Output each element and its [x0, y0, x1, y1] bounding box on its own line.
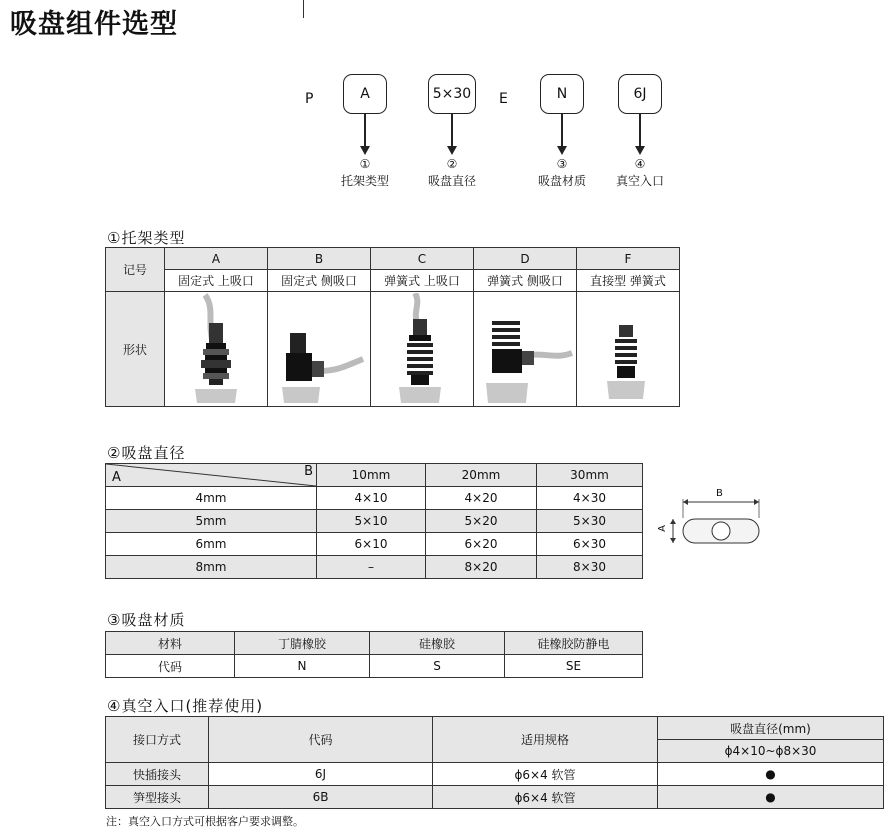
code-box-material: N	[540, 74, 584, 114]
diameter-row-a: 6mm	[106, 533, 317, 556]
code-label-bracket: 托架类型	[340, 174, 389, 188]
inlet-note: 注：真空入口方式可根据客户要求调整。	[106, 815, 304, 828]
code-box-inlet: 6J	[618, 74, 662, 114]
diameter-cell: 6×20	[426, 533, 537, 556]
diagram-label-a: A	[656, 525, 668, 532]
spring-top-port-bracket-icon	[371, 293, 473, 405]
code-label-diameter: 吸盘直径	[427, 174, 476, 188]
arrow-line	[451, 114, 453, 146]
code-label-inlet: 真空入口	[615, 174, 664, 188]
section-title-inlet: ④真空入口(推荐使用)	[107, 697, 264, 715]
corner-diagonal-line	[106, 464, 316, 486]
table-row	[106, 556, 643, 579]
inlet-table	[105, 716, 884, 809]
row-label-shape: 形状	[106, 292, 165, 407]
material-header-silicone-esd: 硅橡胶防静电	[505, 632, 643, 655]
arrow-down-icon	[557, 146, 567, 155]
code-num-2: ②	[446, 157, 458, 171]
material-code-s: S	[370, 655, 505, 678]
diameter-cell: 5×10	[317, 510, 426, 533]
bracket-code-b: B	[268, 248, 371, 270]
material-table	[105, 631, 643, 678]
corner-label-a: A	[112, 470, 121, 485]
arrow-down-icon	[360, 146, 370, 155]
table-row	[106, 510, 643, 533]
diameter-corner-cell	[106, 464, 317, 487]
diameter-row-a: 4mm	[106, 487, 317, 510]
diameter-cell: –	[317, 556, 426, 579]
bracket-shape-c	[371, 292, 474, 407]
inlet-available-mark: ●	[658, 786, 884, 809]
inlet-code: 6B	[209, 786, 433, 809]
code-num-1: ①	[359, 157, 371, 171]
bracket-desc-d: 弹簧式 侧吸口	[474, 270, 577, 292]
code-prefix-p: P	[305, 91, 314, 107]
diameter-col-20: 20mm	[426, 464, 537, 487]
direct-spring-bracket-icon	[577, 293, 679, 405]
bracket-table	[105, 247, 680, 407]
row-label-code: 记号	[106, 248, 165, 292]
table-row	[106, 533, 643, 556]
inlet-header-diameter-range: ϕ4×10~ϕ8×30	[658, 740, 884, 763]
code-num-4: ④	[634, 157, 646, 171]
inlet-header-diameter: 吸盘直径(mm)	[658, 717, 884, 740]
bracket-shape-f	[577, 292, 680, 407]
bracket-shape-a	[165, 292, 268, 407]
fixed-side-port-bracket-icon	[268, 293, 370, 405]
code-num-3: ③	[556, 157, 568, 171]
diameter-cell: 4×20	[426, 487, 537, 510]
diameter-col-30: 30mm	[537, 464, 643, 487]
material-header-label: 材料	[106, 632, 235, 655]
table-row	[106, 655, 643, 678]
code-label-material: 吸盘材质	[537, 174, 586, 188]
bracket-shape-d	[474, 292, 577, 407]
inlet-spec: ϕ6×4 软管	[433, 763, 658, 786]
bracket-shape-b	[268, 292, 371, 407]
bracket-code-d: D	[474, 248, 577, 270]
diameter-cell: 8×20	[426, 556, 537, 579]
inlet-available-mark: ●	[658, 763, 884, 786]
inlet-port: 快插接头	[106, 763, 209, 786]
diameter-cell: 4×10	[317, 487, 426, 510]
bracket-desc-f: 直接型 弹簧式	[577, 270, 680, 292]
diameter-cell: 6×10	[317, 533, 426, 556]
code-box-diameter: 5×30	[428, 74, 476, 114]
header-divider	[303, 0, 304, 18]
bracket-code-f: F	[577, 248, 680, 270]
material-header-nbr: 丁腈橡胶	[235, 632, 370, 655]
table-row	[106, 487, 643, 510]
bracket-code-a: A	[165, 248, 268, 270]
spring-side-port-bracket-icon	[474, 293, 576, 405]
diameter-col-10: 10mm	[317, 464, 426, 487]
material-code-n: N	[235, 655, 370, 678]
diameter-cell: 4×30	[537, 487, 643, 510]
diameter-cell: 8×30	[537, 556, 643, 579]
inlet-header-spec: 适用规格	[433, 717, 658, 763]
bracket-desc-b: 固定式 侧吸口	[268, 270, 371, 292]
fixed-top-port-bracket-icon	[165, 293, 267, 405]
diameter-cell: 5×20	[426, 510, 537, 533]
section-title-material: ③吸盘材质	[107, 611, 186, 629]
diameter-cell: 5×30	[537, 510, 643, 533]
inlet-header-port: 接口方式	[106, 717, 209, 763]
bracket-desc-c: 弹簧式 上吸口	[371, 270, 474, 292]
inlet-port: 笋型接头	[106, 786, 209, 809]
inlet-code: 6J	[209, 763, 433, 786]
diameter-row-a: 5mm	[106, 510, 317, 533]
section-title-bracket: ①托架类型	[107, 229, 186, 247]
inlet-spec: ϕ6×4 软管	[433, 786, 658, 809]
diameter-table	[105, 463, 643, 579]
bracket-code-c: C	[371, 248, 474, 270]
diameter-cell: 6×30	[537, 533, 643, 556]
corner-label-b: B	[304, 464, 313, 479]
page-title: 吸盘组件选型	[10, 9, 178, 40]
table-row	[106, 786, 884, 809]
material-header-silicone: 硅橡胶	[370, 632, 505, 655]
code-letter-e: E	[499, 91, 508, 107]
arrow-line	[561, 114, 563, 146]
material-code-label: 代码	[106, 655, 235, 678]
suction-cup-dimension-diagram	[655, 488, 765, 550]
bracket-desc-a: 固定式 上吸口	[165, 270, 268, 292]
table-row	[106, 763, 884, 786]
arrow-line	[364, 114, 366, 146]
diagram-label-b: B	[716, 488, 723, 499]
inlet-header-code: 代码	[209, 717, 433, 763]
section-title-diameter: ②吸盘直径	[107, 444, 186, 462]
material-code-se: SE	[505, 655, 643, 678]
arrow-line	[639, 114, 641, 146]
code-box-bracket: A	[343, 74, 387, 114]
arrow-down-icon	[447, 146, 457, 155]
arrow-down-icon	[635, 146, 645, 155]
diameter-row-a: 8mm	[106, 556, 317, 579]
